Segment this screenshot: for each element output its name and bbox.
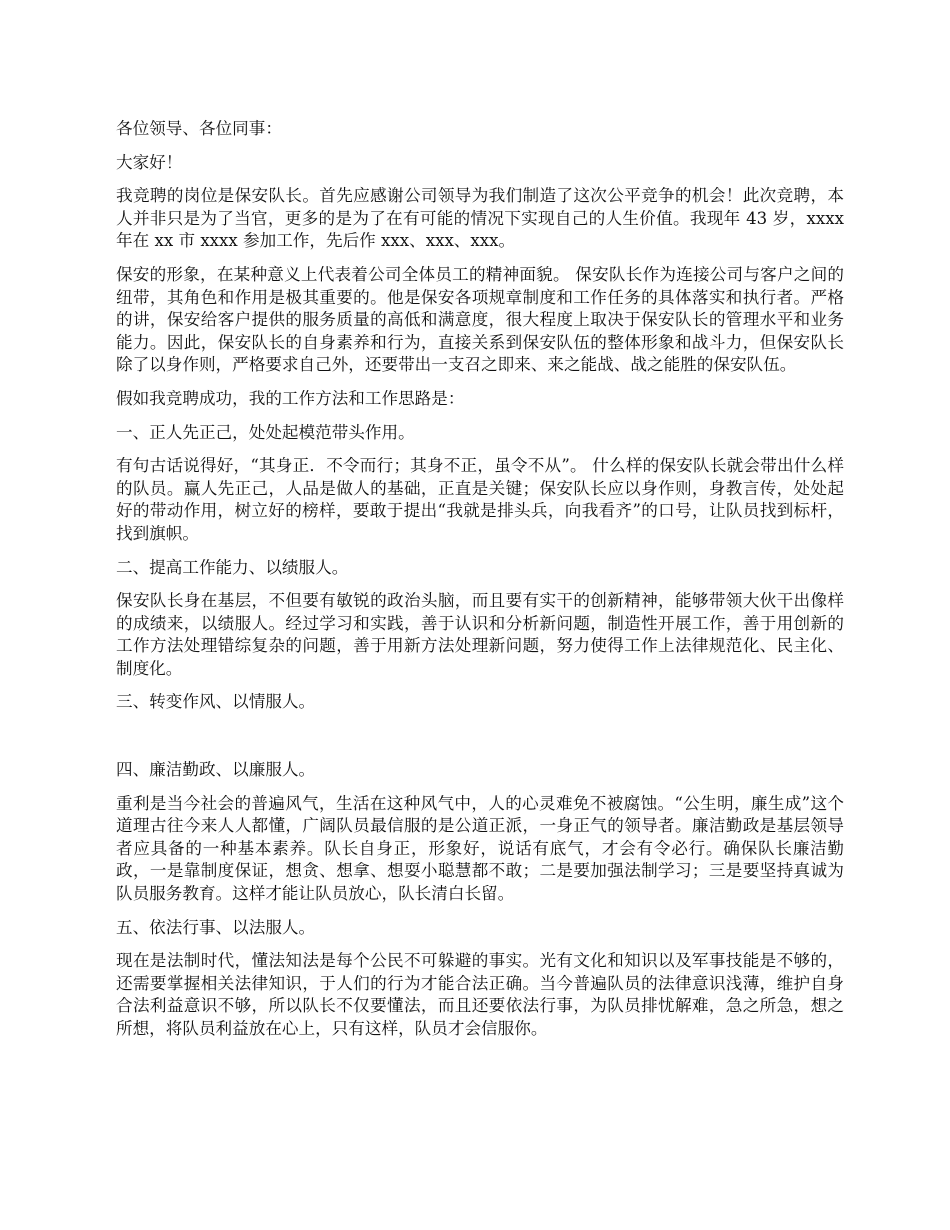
paragraph-section-1: 有句古话说得好，“其身正．不令而行；其身不正，虽令不从”。 什么样的保安队长就会带出什么样的队员。赢人先正己，人品是做人的基础，正直是关键；保安队长应以身作则，身教言传，处处起好的带动作用，树立好的榜样，要敢于提出“我就是排头兵，向我看齐”的口号，让队员找到标杆，找到旗帜。 [116,456,844,543]
greeting: 大家好！ [116,152,183,172]
blank-space [116,725,844,759]
heading-section-1: 一、正人先正己，处处起模范带头作用。 [116,422,415,442]
heading-section-4: 四、廉洁勤政、以廉服人。 [116,760,316,780]
heading-section-2: 二、提高工作能力、以绩服人。 [116,557,349,577]
paragraph-image: 保安的形象，在某种意义上代表着公司全体员工的精神面貌。 保安队长作为连接公司与客户之间的纽带，其角色和作用是极其重要的。他是保安各项规章制度和工作任务的具体落实和执行者。严格的讲，保安给客户提供的服务质量的高低和满意度，很大程度上取决于保安队长的管理水平和业务能力。因此，保安队长的自身素养和行为，直接关系到保安队伍的整体形象和战斗力，但保安队长除了以身作则，严格要求自己外，还要带出一支召之即来、来之能战、战之能胜的保安队伍。 [116,264,844,375]
paragraph-intro: 我竞聘的岗位是保安队长。首先应感谢公司领导为我们制造了这次公平竞争的机会！此次竞聘，本人并非只是为了当官，更多的是为了在有可能的情况下实现自己的人生价值。我现年 43 岁，xxxx 年在 xx 市 xxxx 参加工作，先后作 xxx、xxx、xxx。 [116,186,844,251]
document-body [116,118,844,1052]
paragraph-section-4: 重利是当今社会的普遍风气，生活在这种风气中，人的心灵难免不被腐蚀。“公生明，廉生成”这个道理古往今来人人都懂，广阔队员最信服的是公道正派，一身正气的领导者。廉洁勤政是基层领导者应具备的一种基本素养。队长自身正，形象好，说话有底气，才会有令必行。确保队长廉洁勤政，一是靠制度保证，想贪、想拿、想耍小聪慧都不敢；二是要加强法制学习；三是要坚持真诚为队员服务教育。这样才能让队员放心，队长清白长留。 [116,793,844,904]
paragraph-plan: 假如我竞聘成功，我的工作方法和工作思路是： [116,388,465,408]
paragraph-section-2: 保安队长身在基层，不但要有敏锐的政治头脑，而且要有实干的创新精神，能够带领大伙干出像样的成绩来，以绩服人。经过学习和实践，善于认识和分析新问题，制造性开展工作，善于用创新的工作方法处理错综复杂的问题，善于用新方法处理新问题，努力使得工作上法律规范化、民主化、制度化。 [116,591,844,678]
salutation: 各位领导、各位同事： [116,119,282,138]
heading-section-5: 五、依法行事、以法服人。 [116,917,316,937]
paragraph-section-5: 现在是法制时代，懂法知法是每个公民不可躲避的事实。光有文化和知识以及军事技能是不够的，还需要掌握相关法律知识，于人们的行为才能合法正确。当今普遍队员的法律意识浅薄，维护自身合法利益意识不够，所以队长不仅要懂法，而且还要依法行事，为队员排忧解难，急之所急，想之所想，将队员利益放在心上，只有这样，队员才会信服你。 [116,951,844,1038]
heading-section-3: 三、转变作风、以情服人。 [116,692,316,712]
